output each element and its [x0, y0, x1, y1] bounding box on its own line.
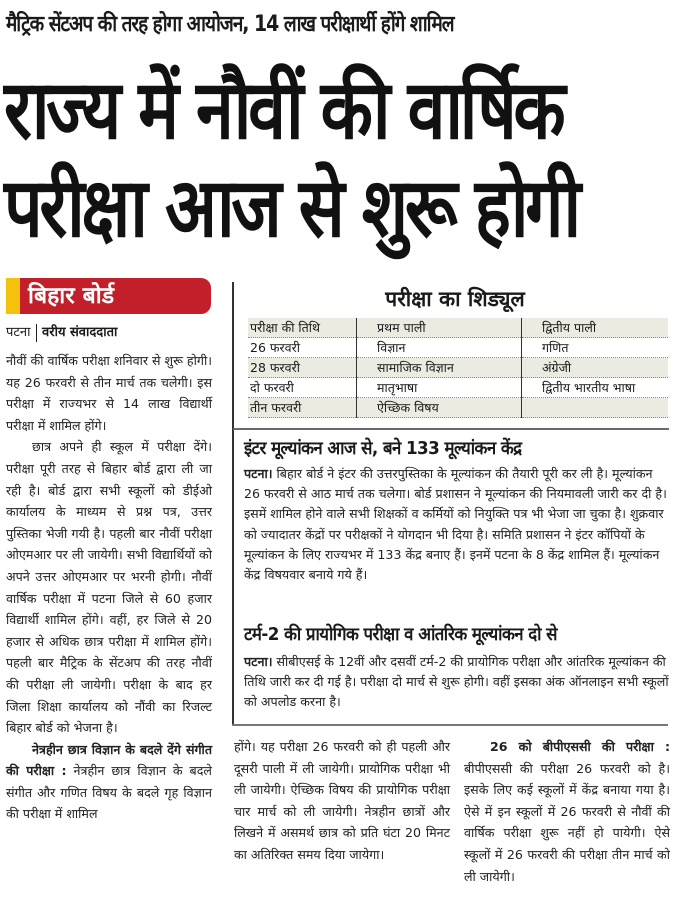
table-cell: अंग्रेजी: [522, 358, 669, 378]
main-story-paragraph: नौवीं की वार्षिक परीक्षा शनिवार से शुरू होगी। यह 26 फरवरी से तीन मार्च तक चलेगी। इस परीक्षा में राज्यभर से 14 लाख विद्यार्थी परीक्षा में शामिल होंगे।: [6, 353, 212, 433]
table-cell: 28 फरवरी: [248, 358, 357, 378]
inter-story-body: [244, 464, 672, 585]
cbse-story-body: [244, 652, 672, 713]
banner-label: बिहार बोर्ड: [28, 283, 115, 309]
blind-students-body: नेत्रहीन छात्र विज्ञान के बदले संगीत और गणित विषय के बदले गृह विज्ञान की परीक्षा में शामिल: [6, 763, 212, 822]
inter-story-text: बिहार बोर्ड ने इंटर की उत्तरपुस्तिका के मूल्यांकन की तैयारी पूरी कर ली है। मूल्यांकन 26 फरवरी से आठ मार्च तक चलेगा। बोर्ड प्रशासन ने मूल्यांकन की नियमावली जारी कर दी है। इसमें शामिल होने वाले सभी शिक्षकों व कर्मियों को नियुक्ति पत्र भी भेजा जा चुका है। शुक्रवार को ज्यादातर केंद्रों पर परीक्षकों ने योगदान भी दिया है। समिति प्रशासन ने इंटर कॉपियों के मूल्यांकन के लिए राज्यभर में 133 केंद्र बनाए हैं। इनमें पटना के 8 केंद्र शामिल हैं। मूल्यांकन केंद्र विषयवार बनाये गये हैं।: [244, 466, 667, 583]
bpsc-body: बीपीएससी की परीक्षा 26 फरवरी को है। इसके लिए कई स्कूलों में केंद्र बनाया गया है। ऐसे में इन स्कूलों में 26 फरवरी से नौवीं की वार्षिक परीक्षा शुरू नहीं हो पायेगी। ऐसे स्कूलों में 26 फरवरी की परीक्षा तीन मार्च को ली जायेगी।: [464, 760, 670, 884]
bpsc-subhead: 26 को बीपीएससी की परीक्षा :: [490, 739, 670, 754]
continued-paragraph: होंगे। यह परीक्षा 26 फरवरी को ही पहली और दूसरी पाली में ली जायेगी। प्रायोगिक परीक्षा भी ली जायेगी। ऐच्छिक विषय की प्रायोगिक परीक्षा चार मार्च को ली जायेगी। नेत्रहीन छात्रों और लिखने में असमर्थ छात्र को प्रति घंटा 20 मिनट का अतिरिक्त समय दिया जायेगा।: [234, 739, 450, 862]
table-cell: [522, 398, 669, 418]
column-divider: [232, 282, 234, 725]
table-row: [248, 358, 668, 378]
table-cell: 26 फरवरी: [248, 338, 357, 358]
inter-story-headline: इंटर मूल्यांकन आज से, बने 133 मूल्यांकन केंद्र: [244, 438, 522, 459]
byline-place: पटना: [6, 325, 31, 340]
dateline: पटना।: [244, 466, 273, 481]
byline-author: वरीय संवाददाता: [42, 325, 118, 340]
schedule-table: [248, 318, 668, 418]
section-banner: [6, 278, 211, 314]
table-header: परीक्षा की तिथि: [248, 318, 357, 338]
headline-line-1: राज्य में नौवीं की वार्षिक: [4, 63, 563, 158]
table-cell: विज्ञान: [357, 338, 522, 358]
blind-students-subhead: नेत्रहीन छात्र विज्ञान के बदले देंगे संगीत की परीक्षा :: [6, 741, 212, 779]
table-row: [248, 398, 668, 418]
table-cell: सामाजिक विज्ञान: [357, 358, 522, 378]
table-cell: मातृभाषा: [357, 378, 522, 398]
table-cell: ऐच्छिक विषय: [357, 398, 522, 418]
table-row: [248, 378, 668, 398]
table-header: प्रथम पाली: [357, 318, 522, 338]
cbse-story-headline: टर्म-2 की प्रायोगिक परीक्षा व आंतरिक मूल्यांकन दो से: [244, 624, 557, 645]
kicker-headline: मैट्रिक सेंटअप की तरह होगा आयोजन, 14 लाख परीक्षार्थी होंगे शामिल: [6, 12, 454, 37]
main-headline: [4, 62, 651, 258]
byline-divider: [36, 324, 38, 342]
table-cell: दो फरवरी: [248, 378, 357, 398]
headline-line-2: परीक्षा आज से शुरू होगी: [4, 161, 578, 256]
table-cell: तीन फरवरी: [248, 398, 357, 418]
banner-accent-strip: [6, 278, 20, 314]
table-cell: द्वितीय भारतीय भाषा: [522, 378, 669, 398]
table-header: द्वितीय पाली: [522, 318, 669, 338]
schedule-title: परीक्षा का शिड्यूल: [385, 287, 525, 311]
table-header-row: [248, 318, 668, 338]
main-story-column: [6, 350, 212, 825]
dateline: पटना।: [244, 654, 273, 669]
cbse-story-text: सीबीएसई के 12वीं और दसवीं टर्म-2 की प्रायोगिक परीक्षा और आंतरिक मूल्यांकन की तिथि जारी कर दी गई है। परीक्षा दो मार्च से शुरू होगी। वहीं इसका अंक ऑनलाइन सभी स्कूलों को अपलोड करना है।: [244, 654, 669, 710]
section-divider: [232, 724, 668, 726]
table-cell: गणित: [522, 338, 669, 358]
bpsc-story: [464, 736, 670, 887]
section-divider: [233, 428, 669, 430]
byline: [6, 323, 117, 343]
main-story-paragraph: छात्र अपने ही स्कूल में परीक्षा देंगे। परीक्षा पूरी तरह से बिहार बोर्ड द्वारा ली जा रही है। बोर्ड द्वारा सभी स्कूलों को डीईओ कार्यालय के माध्यम से प्रश्न पत्र, उत्तर पुस्तिका भेजी गयी है। पहली बार नौवीं परीक्षा ओएमआर पर ली जायेगी। सभी विद्यार्थियों को अपने उत्तर ओएमआर पर भरनी होगी। नौवीं वार्षिक परीक्षा में पटना जिले से 60 हजार विद्यार्थी शामिल होंगे। वहीं, हर जिले से 20 हजार से अधिक छात्र परीक्षा में शामिल होंगे। पहली बार मैट्रिक के सेंटअप की तरह नौवीं की परीक्षा ली जायेगी। परीक्षा के बाद हर जिला शिक्षा कार्यालय को नौंवी का रिजल्ट बिहार बोर्ड को भेजना है।: [6, 439, 212, 736]
main-story-continued: [234, 736, 450, 866]
table-row: [248, 338, 668, 358]
